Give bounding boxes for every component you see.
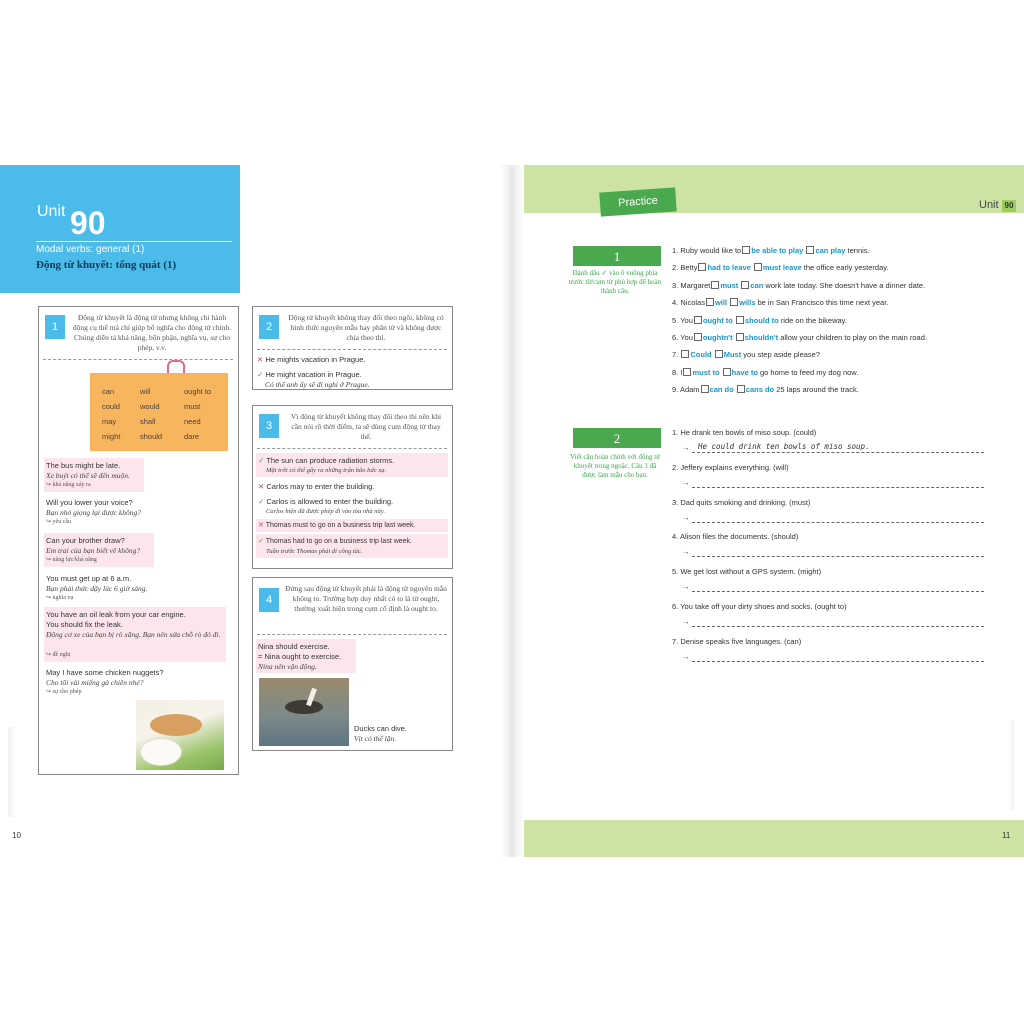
example-vn: Bạn phải thức dậy lúc 6 giờ sáng. xyxy=(46,584,148,593)
item-stem: Adam xyxy=(679,385,700,395)
section-box-3 xyxy=(252,405,453,569)
option-a: oughtn't xyxy=(702,333,733,342)
example-vn: Tuần trước Thomas phải đi công tác. xyxy=(266,548,363,555)
option-a: had to leave xyxy=(707,263,751,273)
modal-word: would xyxy=(140,402,160,411)
exercise-number: 1 xyxy=(573,246,661,266)
unit-number: 90 xyxy=(70,205,106,241)
modal-verbs-note xyxy=(90,373,228,451)
option-b: Must xyxy=(723,350,742,360)
unit-header xyxy=(0,165,240,293)
nugget-shape xyxy=(150,714,202,736)
example-vn: Em trai của bạn biết vẽ không? xyxy=(46,546,141,555)
arrow-icon: → xyxy=(682,617,690,626)
top-green-band xyxy=(512,165,1024,213)
arrow-icon: → xyxy=(682,582,690,592)
example-vn: Carlos hiện đã được phép đi vào tòa nhà này. xyxy=(266,508,385,515)
sauce-bowl xyxy=(140,738,182,766)
divider xyxy=(257,349,447,350)
answer-line[interactable] xyxy=(692,661,984,662)
answer-line[interactable] xyxy=(692,452,984,453)
checkbox[interactable] xyxy=(730,298,738,306)
example-note: ↪ khả năng xảy ra xyxy=(46,482,91,488)
page-number: 11 xyxy=(1002,831,1011,840)
option-a: will xyxy=(714,298,728,308)
item-number: 4. xyxy=(672,298,679,308)
header-rule xyxy=(36,241,232,242)
chicken-nuggets-photo xyxy=(136,700,224,770)
option-b: should to xyxy=(744,315,779,325)
item-tail: be in San Francisco this time next year. xyxy=(757,298,889,308)
unit-subtitle: Modal verbs: general (1) xyxy=(36,244,145,255)
checkbox[interactable] xyxy=(711,281,719,289)
example-note: ↪ nghĩa vụ xyxy=(46,595,74,601)
modal-word: dare xyxy=(184,432,200,441)
arrow-icon: → xyxy=(682,651,690,661)
item-number: 7. xyxy=(672,636,679,646)
item-tail: the office early yesterday. xyxy=(803,263,889,273)
arrow-icon: → xyxy=(682,512,690,522)
page-edge-shadow xyxy=(1008,720,1014,810)
item-number: 5. xyxy=(672,315,679,325)
right-example: ✓ He might vacation in Prague. xyxy=(257,370,362,379)
item-stem: You xyxy=(680,333,693,342)
option-a: Could xyxy=(690,350,712,360)
section-intro: Động từ khuyết là động từ nhưng không chỉ hành động cụ thể mà chỉ giúp bổ nghĩa cho động từ chính. Chúng diễn tả khả năng, bổn phận, nghĩa vụ, sự cho phép, v.v. xyxy=(72,313,232,352)
arrow-icon: → xyxy=(682,477,690,487)
modal-word: need xyxy=(184,417,201,426)
section-number: 1 xyxy=(45,315,65,339)
item-number: 3. xyxy=(672,497,679,507)
item-number: 1. xyxy=(672,428,679,437)
exercise-1-item xyxy=(672,333,927,343)
example-vn: Cho tôi vài miếng gà chiên nhé? xyxy=(46,678,144,687)
checkbox[interactable] xyxy=(698,263,706,271)
item-number: 7. xyxy=(672,350,679,360)
item-stem: Betty xyxy=(680,263,698,273)
checkbox[interactable] xyxy=(723,368,731,376)
item-number: 6. xyxy=(672,333,679,342)
checkbox[interactable] xyxy=(754,263,762,271)
item-tail: work late today. She doesn't have a dinner date. xyxy=(765,280,926,290)
exercise-2-question xyxy=(672,602,847,612)
photo-caption-en: Ducks can dive. xyxy=(354,724,407,733)
section-box-4 xyxy=(252,577,453,751)
example-en: The bus might be late. xyxy=(46,461,121,470)
example-line: ✕ Thomas must to go on a business trip last week. xyxy=(258,522,416,529)
checkbox[interactable] xyxy=(694,316,702,324)
exercise-1-item xyxy=(672,298,888,308)
section-intro: Động từ khuyết không thay đổi theo ngôi, không có hình thức nguyên mẫu hay phân từ và không được chia theo thì. xyxy=(288,313,444,342)
option-a: can do xyxy=(709,385,734,395)
exercise-1-item xyxy=(672,246,870,256)
modal-word: might xyxy=(102,432,121,441)
modal-word: ought to xyxy=(184,387,212,396)
item-number: 8. xyxy=(672,367,679,377)
exercise-2-question xyxy=(672,428,816,438)
answer-line[interactable] xyxy=(692,556,984,557)
exercise-1-item xyxy=(672,263,889,273)
example-en: You have an oil leak from your car engine. xyxy=(46,610,186,619)
wrong-example: ✕ He mights vacation in Prague. xyxy=(257,355,366,364)
option-b: wills xyxy=(739,298,756,308)
modal-word: must xyxy=(184,402,201,411)
item-number: 6. xyxy=(672,602,679,611)
example-vn: Mặt trời có thể gây ra những trận bão bức xạ. xyxy=(266,467,387,474)
checkbox[interactable] xyxy=(694,333,702,341)
item-tail: go home to feed my dog now. xyxy=(760,367,859,377)
answer-line[interactable] xyxy=(692,591,984,592)
question-text: Denise speaks five languages. (can) xyxy=(680,636,802,646)
book-spread xyxy=(0,165,1024,857)
item-number: 3. xyxy=(672,280,679,290)
section-number: 3 xyxy=(259,414,279,438)
checkbox[interactable] xyxy=(683,368,691,376)
item-number: 4. xyxy=(672,532,679,542)
answer-line[interactable] xyxy=(692,487,984,488)
checkbox[interactable] xyxy=(806,246,814,254)
option-a: be able to play xyxy=(751,246,804,255)
item-number: 2. xyxy=(672,462,679,472)
option-b: can xyxy=(750,280,764,290)
checkbox[interactable] xyxy=(742,246,750,254)
example-en: Nina should exercise. xyxy=(258,642,330,651)
unit-label: Unit xyxy=(37,203,66,220)
practice-tab: Practice xyxy=(599,187,676,216)
example-vn: Xe buýt có thể sẽ đến muộn. xyxy=(46,471,130,480)
item-tail: tennis. xyxy=(847,246,870,255)
divider xyxy=(257,634,447,635)
answer-line[interactable] xyxy=(692,522,984,523)
checkbox[interactable] xyxy=(706,298,714,306)
option-b: must leave xyxy=(762,263,802,273)
checkbox[interactable] xyxy=(681,350,689,358)
option-b: cans do xyxy=(745,385,775,395)
page-number: 10 xyxy=(12,831,21,840)
bottom-green-band xyxy=(512,820,1024,857)
arrow-icon: → xyxy=(682,547,690,557)
checkbox[interactable] xyxy=(736,333,744,341)
item-number: 9. xyxy=(672,385,679,395)
question-text: Jeffery explains everything. (will) xyxy=(680,462,789,472)
section-intro: Vì động từ khuyết không thay đổi theo thì nên khi cần nói rõ thời điểm, ta sẽ dùng cụm động từ thay thế. xyxy=(290,412,442,441)
option-b: can play xyxy=(815,246,846,255)
question-text: Dad quits smoking and drinking. (must) xyxy=(680,497,811,507)
option-a: ought to xyxy=(702,315,733,325)
example-note: ↪ đề nghị xyxy=(46,652,71,658)
checkbox[interactable] xyxy=(736,316,744,324)
example-vn: Bạn nhỏ giọng lại được không? xyxy=(46,508,141,517)
modal-word: shall xyxy=(140,417,156,426)
item-stem: I xyxy=(680,367,683,377)
exercise-2-question xyxy=(672,567,821,577)
item-tail: 25 laps around the track. xyxy=(776,385,859,395)
example-vn: Nina nên vận động. xyxy=(258,662,317,671)
question-text: Alison files the documents. (should) xyxy=(679,532,799,542)
example-line: ✓ Thomas had to go on a business trip last week. xyxy=(258,538,413,545)
section-number: 4 xyxy=(259,588,279,612)
example-en: You must get up at 6 a.m. xyxy=(46,574,132,583)
modal-word: could xyxy=(102,402,120,411)
example-note: ↪ yêu cầu xyxy=(46,519,72,525)
exercise-2-question xyxy=(672,498,810,508)
option-a: must to xyxy=(692,367,720,377)
exercise-2-question xyxy=(672,637,801,647)
modal-word: can xyxy=(102,387,115,396)
checkbox[interactable] xyxy=(701,385,709,393)
example-en: Will you lower your voice? xyxy=(46,498,133,507)
item-tail: ride on the bikeway. xyxy=(780,315,847,325)
exercise-1-item xyxy=(672,281,925,291)
unit-number-badge: 90 xyxy=(1002,200,1016,212)
section-box-2 xyxy=(252,306,453,390)
section-number: 2 xyxy=(259,315,279,339)
modal-word: should xyxy=(140,432,163,441)
exercise-2-question xyxy=(672,532,798,542)
unit-subtitle-vn: Động từ khuyết: tổng quát (1) xyxy=(36,259,177,271)
item-tail: allow your children to play on the main road. xyxy=(780,333,927,342)
example-en: = Nina ought to exercise. xyxy=(258,652,342,661)
arrow-icon: → xyxy=(682,443,690,452)
divider xyxy=(43,359,233,360)
exercise-instruction: Viết câu hoàn chỉnh với động từ khuyết trong ngoặc. Câu 1 đã được làm mẫu cho bạn. xyxy=(570,453,660,479)
divider xyxy=(257,448,447,449)
option-b: have to xyxy=(731,367,758,377)
checkbox[interactable] xyxy=(741,281,749,289)
left-page xyxy=(0,165,512,857)
example-vn: Động cơ xe của bạn bị rò xăng. Bạn nên sửa chỗ rò đó đi. xyxy=(46,630,221,639)
section-intro: Đứng sau động từ khuyết phải là động từ nguyên mẫu không to. Trường hợp duy nhất có to là từ ought, thường xuất hiện trong cụm cố định là ought to. xyxy=(285,584,447,613)
example-note: ↪ năng lực/khả năng xyxy=(46,557,97,563)
item-number: 2. xyxy=(672,263,679,273)
book-gutter xyxy=(500,165,524,857)
example-line: ✓ The sun can produce radiation storms. xyxy=(258,456,395,465)
unit-label: Unit xyxy=(979,199,999,211)
question-text: You take off your dirty shoes and socks. (ought to) xyxy=(680,602,847,611)
exercise-number: 2 xyxy=(573,428,661,448)
modal-word: may xyxy=(102,417,117,426)
duck-diving-photo xyxy=(259,678,349,746)
item-tail: you step aside please? xyxy=(743,350,821,360)
right-page xyxy=(512,165,1024,857)
example-vn: Có thể anh ấy sẽ đi nghỉ ở Prague. xyxy=(265,380,370,389)
example-en: You should fix the leak. xyxy=(46,620,123,629)
example-line: ✓ Carlos is allowed to enter the building. xyxy=(258,497,394,506)
item-number: 5. xyxy=(672,567,679,577)
question-text: He drank ten bowls of miso soup. (could) xyxy=(680,428,817,437)
example-note: ↪ sự cho phép xyxy=(46,689,82,695)
answer-line[interactable] xyxy=(692,626,984,627)
sample-answer: He could drink ten bowls of miso soup. xyxy=(698,442,870,451)
question-text: We get lost without a GPS system. (might) xyxy=(680,567,822,577)
photo-caption-vn: Vịt có thể lặn. xyxy=(354,734,397,743)
item-stem: You xyxy=(680,315,693,325)
exercise-1-item xyxy=(672,316,847,326)
checkbox[interactable] xyxy=(737,385,745,393)
page-edge-shadow xyxy=(8,727,16,817)
exercise-instruction: Đánh dấu ✓ vào ô vuông phía trước từ/cụm từ phù hợp để hoàn thành câu. xyxy=(568,269,662,295)
exercise-1-item xyxy=(672,385,859,395)
example-en: Can your brother draw? xyxy=(46,536,125,545)
option-b: shouldn't xyxy=(744,333,779,342)
exercise-2-question xyxy=(672,463,789,473)
exercise-1-item xyxy=(672,350,820,360)
item-stem: Margaret xyxy=(680,280,711,290)
item-stem: Nicolas xyxy=(680,298,705,308)
example-en: May I have some chicken nuggets? xyxy=(46,668,164,677)
option-a: must xyxy=(720,280,739,290)
item-number: 1. xyxy=(672,246,679,255)
duck-shape xyxy=(285,700,323,714)
checkbox[interactable] xyxy=(715,350,723,358)
exercise-1-item xyxy=(672,368,858,378)
item-stem: Ruby would like to xyxy=(680,246,742,255)
modal-word: will xyxy=(140,387,151,396)
example-line: ✕ Carlos may to enter the building. xyxy=(258,482,375,491)
